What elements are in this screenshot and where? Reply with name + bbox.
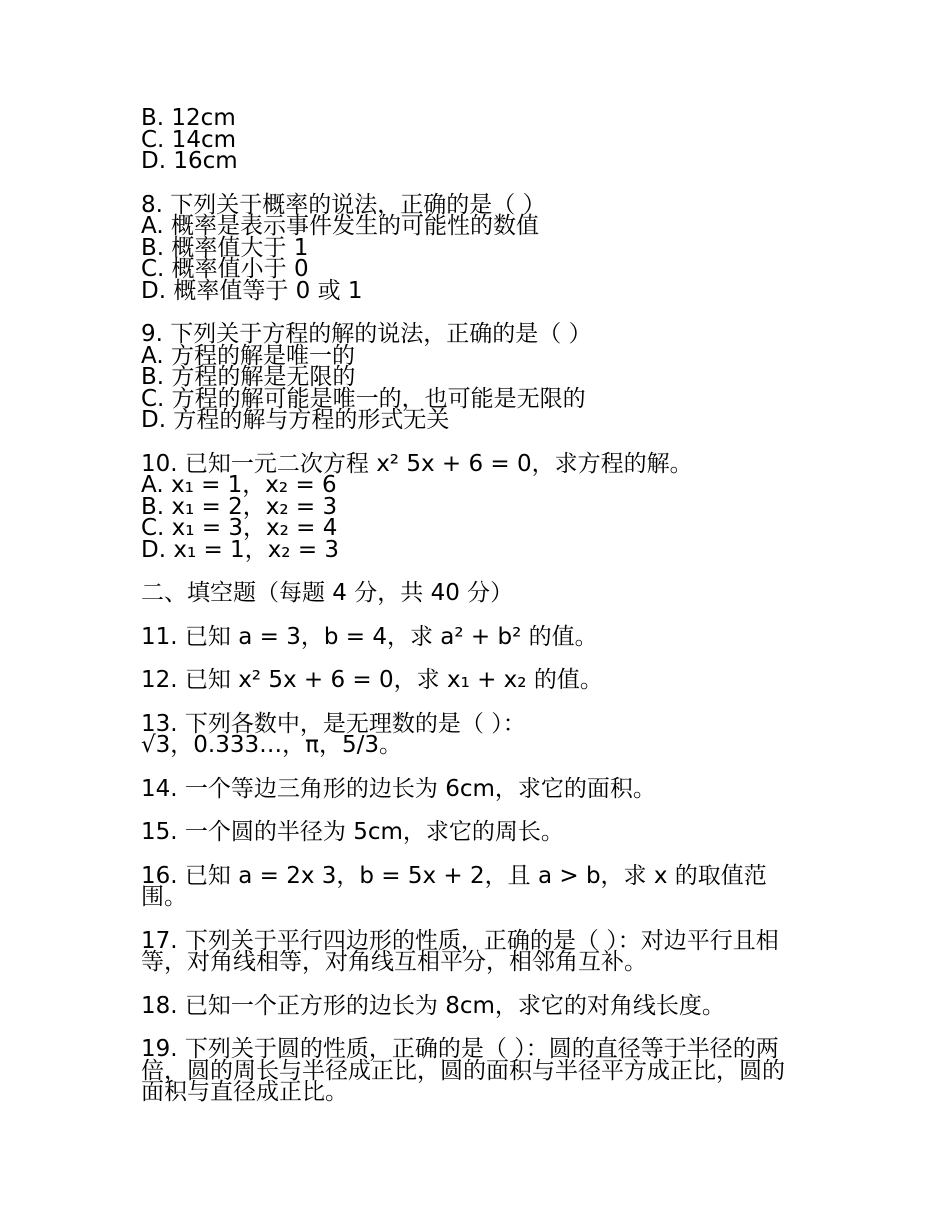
q19-text: 19. 下列关于圆的性质，正确的是（ ）：圆的直径等于半径的两倍，圆的周长与半径成正比，圆的面积与半径平方成正比，圆的面积与直径成正比。 [141, 1036, 785, 1105]
q8-option-c: C. 概率值小于 0 [141, 256, 309, 282]
question-7-options [141, 105, 801, 174]
q7-option-b: B. 12cm [141, 105, 236, 131]
section-2-heading-block [141, 580, 801, 606]
question-11 [141, 623, 801, 650]
q10-option-b: B. x₁ = 2，x₂ = 3 [141, 493, 338, 520]
q14-text: 14. 一个等边三角形的边长为 6cm，求它的面积。 [141, 775, 656, 802]
question-19 [141, 1036, 801, 1105]
q9-option-d: D. 方程的解与方程的形式无关 [141, 407, 450, 433]
q9-stem: 9. 下列关于方程的解的说法，正确的是（ ） [141, 321, 592, 347]
q7-option-c: C. 14cm [141, 126, 236, 153]
q16-text: 16. 已知 a = 2x 3，b = 5x + 2，且 a > b，求 x 的取值范围。 [141, 862, 767, 910]
q8-stem: 8. 下列关于概率的说法，正确的是（ ） [141, 191, 546, 218]
question-15 [141, 819, 801, 845]
q7-option-d: D. 16cm [141, 148, 238, 174]
q9-option-c: C. 方程的解可能是唯一的，也可能是无限的 [141, 385, 586, 412]
question-10 [141, 450, 801, 563]
q18-text: 18. 已知一个正方形的边长为 8cm，求它的对角线长度。 [141, 992, 725, 1019]
q10-option-a: A. x₁ = 1，x₂ = 6 [141, 472, 337, 498]
question-8 [141, 191, 801, 304]
q9-option-b: B. 方程的解是无限的 [141, 364, 356, 390]
q11-text: 11. 已知 a = 3，b = 4，求 a² + b² 的值。 [141, 623, 598, 650]
q10-option-d: D. x₁ = 1，x₂ = 3 [141, 536, 340, 563]
question-16 [141, 862, 801, 910]
exam-page [141, 105, 801, 1126]
section-2-title: 二、填空题（每题 4 分，共 40 分） [141, 580, 514, 606]
question-18 [141, 992, 801, 1019]
q9-option-a: A. 方程的解是唯一的 [141, 342, 355, 369]
q13-numbers: √3，0.333…，π，5/3。 [141, 732, 402, 758]
q8-option-d: D. 概率值等于 0 或 1 [141, 277, 363, 304]
question-17 [141, 927, 801, 975]
question-14 [141, 775, 801, 802]
q15-text: 15. 一个圆的半径为 5cm，求它的周长。 [141, 819, 564, 845]
q8-option-b: B. 概率值大于 1 [141, 234, 309, 261]
q12-text: 12. 已知 x² 5x + 6 = 0，求 x₁ + x₂ 的值。 [141, 667, 603, 693]
q10-stem: 10. 已知一元二次方程 x² 5x + 6 = 0，求方程的解。 [141, 450, 693, 477]
question-9 [141, 321, 801, 433]
q17-text: 17. 下列关于平行四边形的性质，正确的是（ ）：对边平行且相等，对角线相等，对角线互相平分，相邻角互补。 [141, 927, 779, 975]
q10-option-c: C. x₁ = 3，x₂ = 4 [141, 515, 338, 541]
question-13 [141, 710, 801, 758]
q13-stem: 13. 下列各数中，是无理数的是（ ）： [141, 710, 526, 737]
question-12 [141, 667, 801, 693]
q8-option-a: A. 概率是表示事件发生的可能性的数值 [141, 213, 539, 239]
